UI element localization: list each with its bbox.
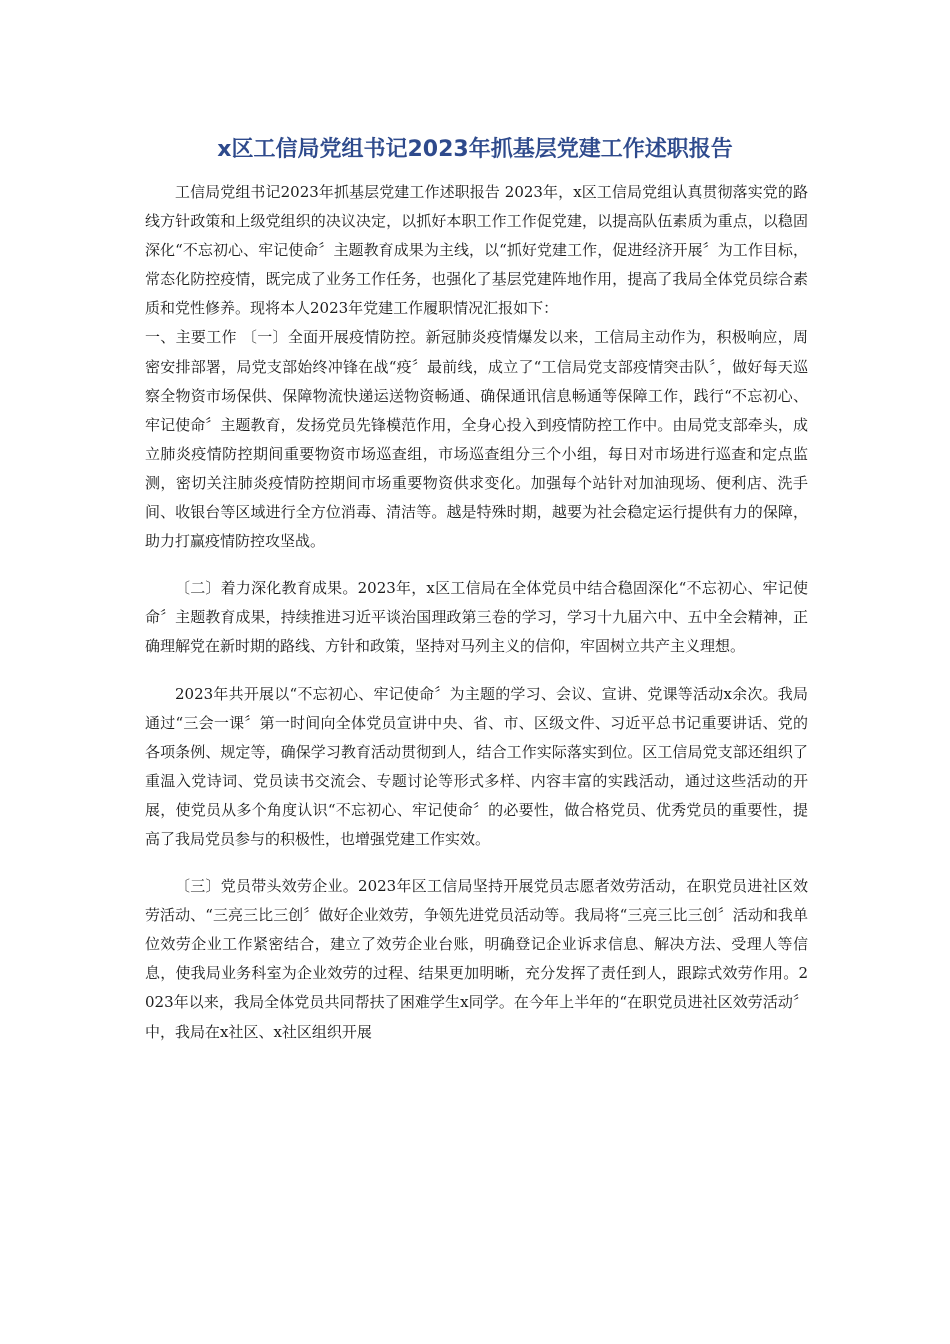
paragraph-section-three: 〔三〕党员带头效劳企业。2023年区工信局坚持开展党员志愿者效劳活动，在职党员进社区效劳活动、“三亮三比三创〞做好企业效劳，争领先进党员活动等。我局将“三亮三比三创〞活动和我单位效劳企业工作紧密结合，建立了效劳企业台账，明确登记企业诉求信息、解决方法、受理人等信息，使我局业务科室为企业效劳的过程、结果更加明晰，充分发挥了责任到人，跟踪式效劳作用。2023年以来，我局全体党员共同帮扶了困难学生x同学。在今年上半年的“在职党员进社区效劳活动〞中，我局在x社区、x社区组织开展 xyxy=(145,877,808,1041)
document-body xyxy=(145,178,808,1047)
paragraph-activities: 2023年共开展以“不忘初心、牢记使命〞为主题的学习、会议、宣讲、党课等活动x余次。我局通过“三会一课〞第一时间向全体党员宣讲中央、省、市、区级文件、习近平总书记重要讲话、党的各项条例、规定等，确保学习教育活动贯彻到人，结合工作实际落实到位。区工信局党支部还组织了重温入党诗词、党员读书交流会、专题讨论等形式多样、内容丰富的实践活动，通过这些活动的开展，使党员从多个角度认识“不忘初心、牢记使命〞的必要性，做合格党员、优秀党员的重要性，提高了我局党员参与的积极性，也增强党建工作实效。 xyxy=(145,684,808,848)
document-title: x区工信局党组书记2023年抓基层党建工作述职报告 xyxy=(217,137,733,162)
paragraph-intro: 工信局党组书记2023年抓基层党建工作述职报告 2023年，x区工信局党组认真贯彻落实党的路线方针政策和上级党组织的决议决定，以抓好本职工作工作促党建，以提高队伍素质为重点，以稳固深化“不忘初心、牢记使命〞主题教育成果为主线，以“抓好党建工作，促进经济开展〞为工作目标，常态化防控疫情，既完成了业务工作任务，也强化了基层党建阵地作用，提高了我局全体党员综合素质和党性修养。现将本人2023年党建工作履职情况汇报如下： xyxy=(145,183,808,318)
paragraph-section-two: 〔二〕着力深化教育成果。2023年，x区工信局在全体党员中结合稳固深化“不忘初心、牢记使命〞主题教育成果，持续推进习近平谈治国理政第三卷的学习，学习十九届六中、五中全会精神，正确理解党在新时期的路线、方针和政策，坚持对马列主义的信仰，牢固树立共产主义理想。 xyxy=(145,579,808,656)
paragraph-section-one: 一、主要工作 〔一〕全面开展疫情防控。新冠肺炎疫情爆发以来，工信局主动作为，积极响应，周密安排部署，局党支部始终冲锋在战“疫〞最前线，成立了“工信局党支部疫情突击队〞，做好每天巡察全物资市场保供、保障物流快递运送物资畅通、确保通讯信息畅通等保障工作，践行“不忘初心、牢记使命〞主题教育，发扬党员先锋模范作用，全身心投入到疫情防控工作中。由局党支部牵头，成立肺炎疫情防控期间重要物资市场巡查组，市场巡查组分三个小组，每日对市场进行巡查和定点监测，密切关注肺炎疫情防控期间市场重要物资供求变化。加强每个站针对加油现场、便利店、洗手间、收银台等区域进行全方位消毒、清洁等。越是特殊时期，越要为社会稳定运行提供有力的保障，助力打赢疫情防控攻坚战。 xyxy=(145,328,808,551)
